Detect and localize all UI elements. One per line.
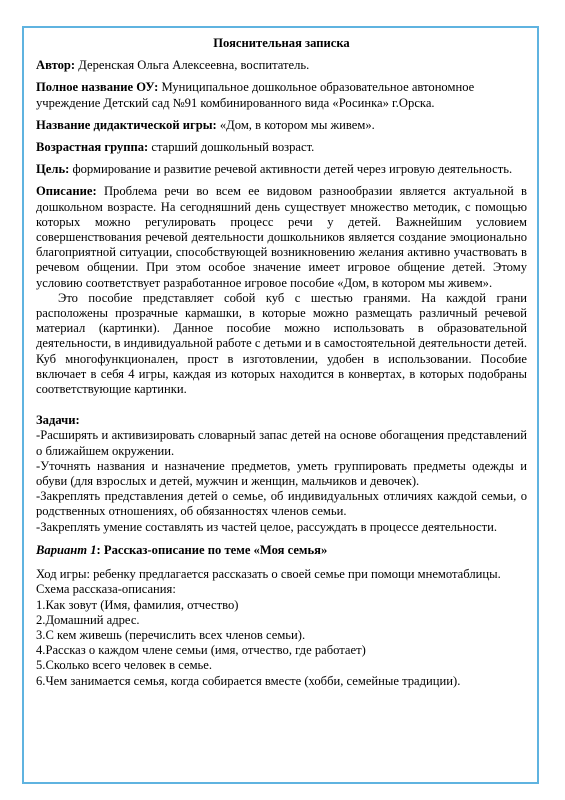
page-frame: [22, 26, 539, 784]
tasks-section: [36, 413, 527, 535]
task-item-3: -Закреплять представления детей о семье, об индивидуальных отличиях каждой семьи, о родственных отношениях, об обязанностях членов семьи.: [36, 489, 527, 519]
game-line: [36, 118, 527, 133]
tasks-label: [36, 413, 527, 428]
description-paragraph-2: Это пособие представляет собой куб с шестью гранями. На каждой грани расположены прозрачные кармашки, в которые можно размещать различный речевой материал (картинки). Данное пособие можно использовать в образовательной деятельности, в индивидуальной работе с детьми и в самостоятельной деятельности детей. Куб многофункционален, прост в изготовлении, удобен в использовании. Пособие включает в себя 4 игры, каждая из которых находится в конвертах, в которых подобраны соответствующие картинки.: [36, 290, 527, 397]
description-paragraph-1: [36, 184, 527, 290]
variant-1-label: Вариант 1: [36, 542, 97, 557]
variant-1-intro: Ход игры: ребенку предлагается рассказать о своей семье при помощи мнемотаблицы.: [36, 567, 501, 582]
variant-1-scheme: Схема рассказа-описания:: [36, 582, 176, 597]
scheme-item-1: 1.Как зовут (Имя, фамилия, отчество): [36, 597, 239, 612]
task-item-2: -Уточнять названия и назначение предметов, уметь группировать предметы одежды и обуви (для взрослых и детей, мужчин и женщин, мальчиков и девочек).: [36, 458, 527, 489]
task-item-4: -Закреплять умение составлять из частей целое, рассуждать в процессе деятельности.: [36, 519, 498, 534]
org-line: [36, 80, 527, 110]
age-line: [36, 140, 527, 155]
goal-label: Цель:: [36, 162, 70, 177]
author-value: Деренская Ольга Алексеевна, воспитатель.: [75, 58, 310, 73]
game-value: «Дом, в котором мы живем».: [216, 117, 375, 132]
scheme-item-2: 2.Домашний адрес.: [36, 612, 140, 627]
tasks-label-text: Задачи:: [36, 413, 80, 428]
description-label: Описание:: [36, 184, 97, 199]
game-label: Название дидактической игры:: [36, 117, 217, 132]
page-title: Пояснительная записка: [213, 36, 350, 50]
spacer: [36, 404, 527, 413]
scheme-item-5: 5.Сколько всего человек в семье.: [36, 658, 213, 673]
age-value: старший дошкольный возраст.: [148, 140, 315, 155]
goal-value: формирование и развитие речевой активности детей через игровую деятельность.: [69, 162, 513, 177]
author-line: [36, 58, 527, 73]
org-label: Полное название ОУ:: [36, 80, 159, 95]
age-label: Возрастная группа:: [36, 140, 149, 155]
scheme-item-3: 3.С кем живешь (перечислить всех членов семьи).: [36, 627, 306, 642]
author-label: Автор:: [36, 58, 76, 73]
scheme-item-6: 6.Чем занимается семья, когда собирается вместе (хобби, семейные традиции).: [36, 673, 461, 688]
variant-1-body: [36, 567, 527, 689]
org-value: Муниципальное дошкольное образовательное автономное учреждение Детский сад №91 комбинированного вида «Росинка» г.Орска.: [36, 80, 475, 110]
task-item-1: -Расширять и активизировать словарный запас детей на основе обогащения представлений о ближайшем окружении.: [36, 428, 527, 458]
variant-1-heading: [36, 543, 527, 558]
scheme-item-4: 4.Рассказ о каждом члене семьи (имя, отчество, где работает): [36, 643, 366, 658]
variant-1-title: : Рассказ-описание по теме «Моя семья»: [96, 542, 328, 557]
description-text-1: Проблема речи во всем ее видовом разнообразии является актуальной в дошкольном возрасте. На сегодняшний день существует множество методик, с помощью которых можно регулировать процесс речи у детей. Важнейшим условием совершенствования речевой деятельности дошкольников является создание эмоционально благоприятной ситуации, способствующей возникновению желания активно участвовать в речевом общении. При этом особое значение имеет игровое общение детей. Этому условию соответствует разработанное игровое пособие «Дом, в котором мы живем».: [36, 184, 527, 290]
goal-line: [36, 162, 527, 177]
